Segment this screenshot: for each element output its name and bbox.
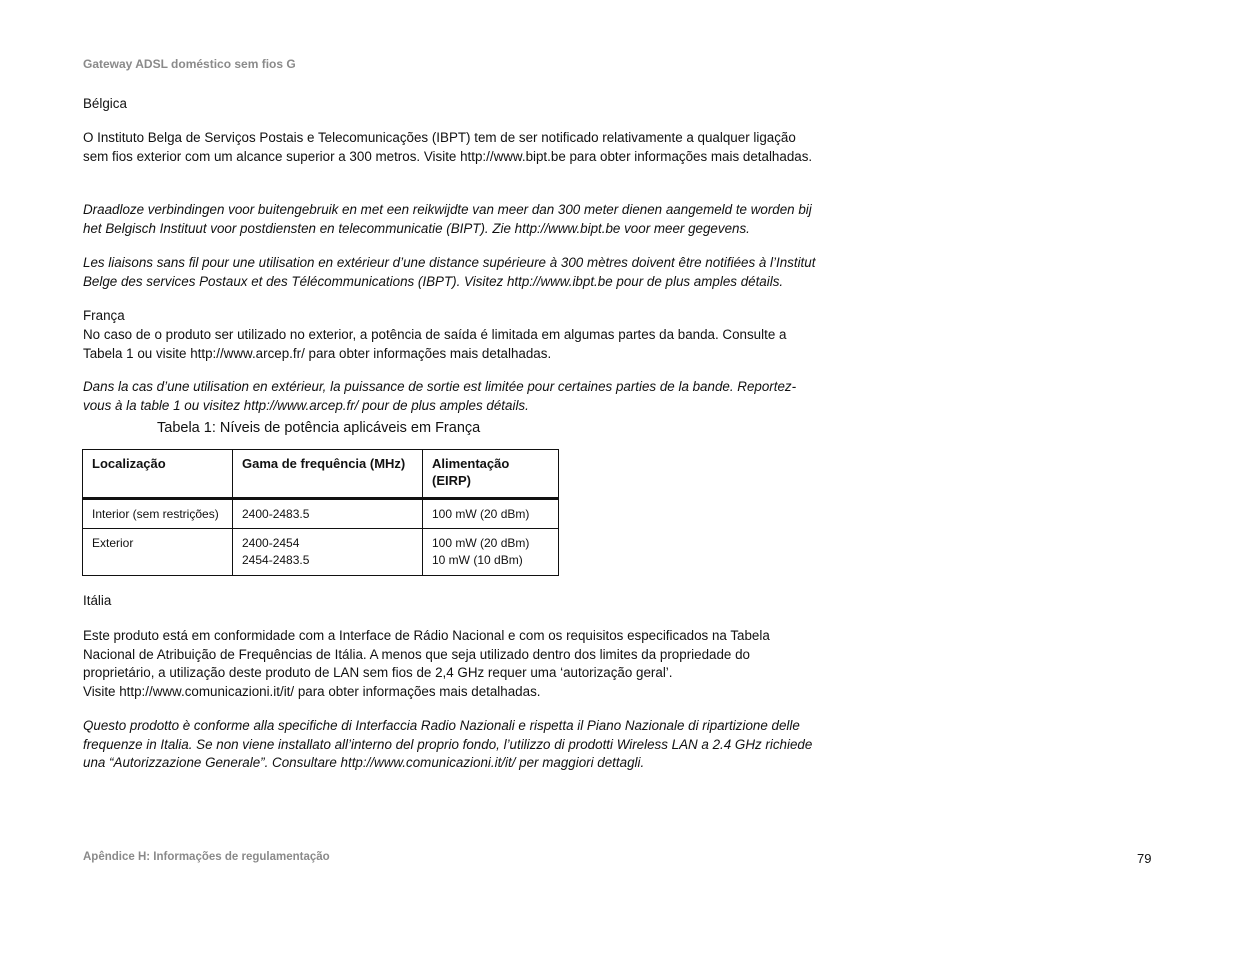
power-value: 100 mW (20 dBm): [432, 507, 530, 521]
belgium-text-fr: Les liaisons sans fil pour une utilisation en extérieur d’une distance supérieure à 300 mètres doivent être notifiées à l’Institut Belge des services Postaux et des Télécommunications (IBPT). Visitez http://www.ibpt.be pour de plus amples détails.: [83, 255, 816, 289]
france-text-fr: Dans la cas d’une utilisation en extérieur, la puissance de sortie est limitée pour certaines parties de la bande. Reportez-vous à la table 1 ou visitez http://www.arcep.fr/ pour de plus amples détails.: [83, 379, 797, 413]
cell-location: Exterior: [83, 529, 233, 576]
italy-visit-link-text: Visite http://www.comunicazioni.it/it/ para obter informações mais detalhadas.: [83, 684, 541, 699]
italy-text-pt: Este produto está em conformidade com a Interface de Rádio Nacional e com os requisitos especificados na Tabela Nacional de Atribuição de Frequências de Itália. A menos que seja utilizado dentro dos limites da propriedade do proprietário, a utilização deste produto de LAN sem fios de 2,4 GHz requer uma ‘autorização geral’.: [83, 628, 770, 680]
cell-frequency: [233, 529, 423, 576]
frequency-value: 2454-2483.5: [242, 553, 310, 567]
power-value: 10 mW (10 dBm): [432, 553, 523, 567]
belgium-text-nl: Draadloze verbindingen voor buitengebruik en met een reikwijdte van meer dan 300 meter dienen aangemeld te worden bij het Belgisch Instituut voor postdiensten en telecommunicatie (BIPT). Zie http://www.bipt.be voor meer gegevens.: [83, 202, 812, 236]
cell-location: Interior (sem restrições): [83, 499, 233, 529]
running-header: Gateway ADSL doméstico sem fios G: [83, 57, 296, 71]
table-row: [83, 499, 559, 529]
france-heading: França: [83, 308, 125, 323]
belgium-text-pt: O Instituto Belga de Serviços Postais e Telecomunicações (IBPT) tem de ser notificado relativamente a qualquer ligação sem fios exterior com um alcance superior a 300 metros. Visite http://www.bipt.be para obter informações mais detalhadas.: [83, 130, 813, 164]
table-caption: Tabela 1: Níveis de potência aplicáveis em França: [157, 420, 481, 436]
cell-power: [423, 499, 559, 529]
france-text-pt: No caso de o produto ser utilizado no exterior, a potência de saída é limitada em algumas partes da banda. Consulte a Tabela 1 ou visite http://www.arcep.fr/ para obter informações mais detalhadas.: [83, 327, 787, 361]
belgium-heading: Bélgica: [83, 96, 127, 111]
footer-section-title: Apêndice H: Informações de regulamentação: [83, 851, 330, 863]
page-number: 79: [1137, 851, 1152, 866]
frequency-value: 2400-2454: [242, 536, 300, 550]
table-header-frequency: Gama de frequência (MHz): [233, 450, 423, 499]
table-header-row: [83, 450, 559, 499]
cell-power: [423, 529, 559, 576]
power-levels-table: [82, 449, 559, 576]
power-value: 100 mW (20 dBm): [432, 536, 530, 550]
italy-heading: Itália: [83, 593, 112, 608]
cell-frequency: [233, 499, 423, 529]
frequency-value: 2400-2483.5: [242, 507, 310, 521]
table-header-power: Alimentação (EIRP): [423, 450, 559, 499]
table-row: [83, 529, 559, 576]
table-header-location: Localização: [83, 450, 233, 499]
italy-text-it: Questo prodotto è conforme alla specifiche di Interfaccia Radio Nazionali e rispetta il Piano Nazionale di ripartizione delle frequenze in Italia. Se non viene installato all’interno del proprio fondo, l’utilizzo di prodotti Wireless LAN a 2.4 GHz richiede una “Autorizzazione Generale”. Consultare http://www.comunicazioni.it/it/ per maggiori dettagli.: [83, 718, 813, 770]
